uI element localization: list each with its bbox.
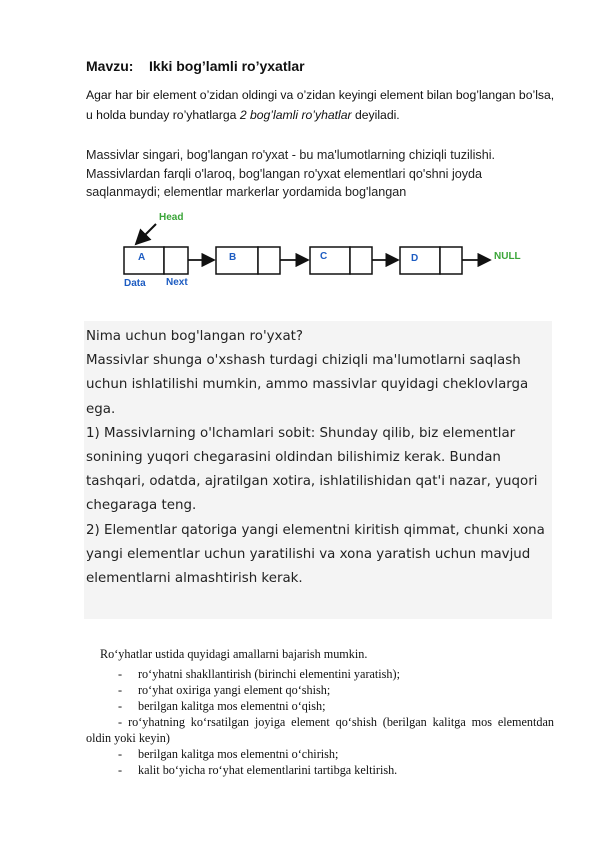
list-dash: - xyxy=(118,683,123,697)
operations-list xyxy=(86,666,554,778)
why-paragraph-1: Massivlar shunga o'xshash turdagi chiziqli ma'lumotlarni saqlash uchun ishlatilishi mumkin, ammo massivlar quyidagi cheklovlarga ega. xyxy=(86,353,529,417)
why-paragraph-3: 2) Elementlar qatoriga yangi elementni kiritish qimmat, chunki xona yangi elementlar uchun yaratilishi va xona yaratish uchun mavjud elementlarni almashtirish kerak. xyxy=(86,522,545,587)
list-item-text: ro‘yhatni shakllantirish (birinchi elementini yaratish); xyxy=(138,667,400,681)
title-label: Mavzu: xyxy=(86,58,134,74)
intro-paragraph xyxy=(86,85,556,125)
definition-paragraph: Massivlar singari, bog'langan ro'yxat - bu ma'lumotlarning chiziqli tuzilishi. Massivlardan farqli o'laroq, bog'langan ro'yxat elementlari qo'shni joyda saqlanmaydi; elementlar markerlar yordamida bog'langan xyxy=(86,148,495,199)
node-d-next-box xyxy=(440,247,462,274)
node-d-label: D xyxy=(411,253,419,264)
operations-section xyxy=(86,646,554,778)
node-b-label: B xyxy=(229,252,237,263)
list-item xyxy=(86,714,554,746)
list-dash: - xyxy=(118,747,123,761)
list-dash: - xyxy=(118,699,123,713)
node-b-data-box xyxy=(216,247,258,274)
list-item xyxy=(86,698,554,714)
list-item xyxy=(86,666,554,682)
list-item-text: kalit bo‘yicha ro‘yhat elementlarini tartibga keltirish. xyxy=(138,763,398,777)
list-dash: - xyxy=(118,715,123,729)
node-c-data-box xyxy=(310,247,350,274)
node-c-label: C xyxy=(320,251,328,262)
head-pointer-arrow xyxy=(136,224,156,244)
list-item xyxy=(86,762,554,778)
why-paragraph-2: 1) Massivlarning o'lchamlari sobit: Shunday qilib, biz elementlar sonining yuqori chegarasini oldindan bilishimiz kerak. Bundan tashqari, odatda, ajratilgan xotira, ishlatilishidan qat'i nazar, yuqori chegaraga teng. xyxy=(86,425,538,514)
intro-text-after: deyiladi. xyxy=(351,108,400,122)
intro-text-before: Agar har bir element o’zidan oldingi va o’zidan keyingi element bilan bog’langan bo’lsa, u holda bunday ro’yhatlarga xyxy=(86,88,555,122)
list-item-text: berilgan kalitga mos elementni o‘chirish; xyxy=(138,747,339,761)
title-topic: Ikki bog’lamli ro’yxatlar xyxy=(149,58,305,74)
node-b-next-box xyxy=(258,247,280,274)
node-a-next-box xyxy=(164,247,188,274)
node-a-label: A xyxy=(138,252,146,263)
list-dash: - xyxy=(118,763,123,777)
list-item xyxy=(86,682,554,698)
list-item xyxy=(86,746,554,762)
null-label: NULL xyxy=(494,251,521,262)
linked-list-diagram xyxy=(86,208,556,296)
why-heading: Nima uchun bog'langan ro'yxat? xyxy=(86,329,304,344)
list-dash: - xyxy=(118,667,123,681)
why-linked-list-section xyxy=(84,321,552,619)
head-label: Head xyxy=(159,212,184,223)
node-c-next-box xyxy=(350,247,372,274)
node-d-data-box xyxy=(400,247,440,274)
list-item-text: ro‘yhatning ko‘rsatilgan joyiga element qo‘shish (berilgan kalitga mos elementdan oldin yoki keyin) xyxy=(86,715,554,745)
list-item-text: ro‘yhat oxiriga yangi element qo‘shish; xyxy=(138,683,331,697)
data-field-label: Data xyxy=(124,278,146,289)
next-field-label: Next xyxy=(166,277,188,288)
intro-emphasis: 2 bog’lamli ro’yhatlar xyxy=(239,108,352,122)
list-item-text: berilgan kalitga mos elementni o‘qish; xyxy=(138,699,326,713)
page-title xyxy=(86,58,305,74)
operations-lead: Ro‘yhatlar ustida quyidagi amallarni bajarish mumkin. xyxy=(100,647,368,661)
